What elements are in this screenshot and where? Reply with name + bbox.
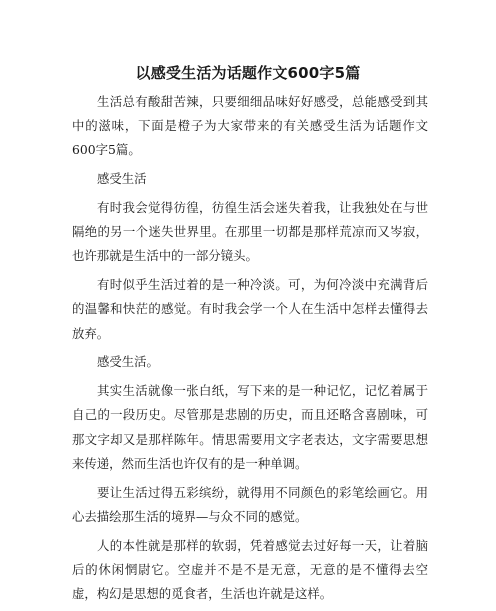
paragraph: 人的本性就是那样的软弱，凭着感觉去过好每一天，让着脑后的休闲惘尉它。空虚并不是不是无意，无意的是不懂得去空虚，构幻是思想的觅食者，生活也许就是这样。 [72, 537, 428, 602]
paragraph: 其实生活就像一张白纸，写下来的是一种记忆，记忆着属于自己的一段历史。尽管那是悲剧的历史，而且还略含喜剧味，可那文字却又是那样陈年。情思需要用文字老表达，文字需要思想来传递，然而生活也许仅有的是一种单调。 [72, 383, 428, 471]
section-heading: 感受生活 [97, 171, 147, 187]
document-title: 以感受生活为话题作文600字5篇 [135, 64, 361, 82]
paragraph: 有时我会觉得彷徨，彷徨生活会迷失着我，让我独处在与世隔绝的另一个迷失世界里。在那里一切都是那样荒凉而又岑寂，也许那就是生活中的一部分镜头。 [72, 200, 428, 264]
paragraph: 有时似乎生活过着的是一种冷淡。可，为何冷淡中充满背后的温馨和快茫的感觉。有时我会学一个人在生活中怎样去懂得去放弃。 [72, 277, 428, 341]
paragraph: 要让生活过得五彩缤纷，就得用不同颜色的彩笔绘画它。用心去描绘那生活的境界—与众不同的感觉。 [72, 484, 428, 524]
paragraph-intro: 生活总有酸甜苦辣，只要细细品味好好感受，总能感受到其中的滋味，下面是橙子为大家带来的有关感受生活为话题作文600字5篇。 [72, 94, 428, 158]
section-heading: 感受生活。 [97, 354, 159, 370]
document-body [72, 90, 428, 611]
